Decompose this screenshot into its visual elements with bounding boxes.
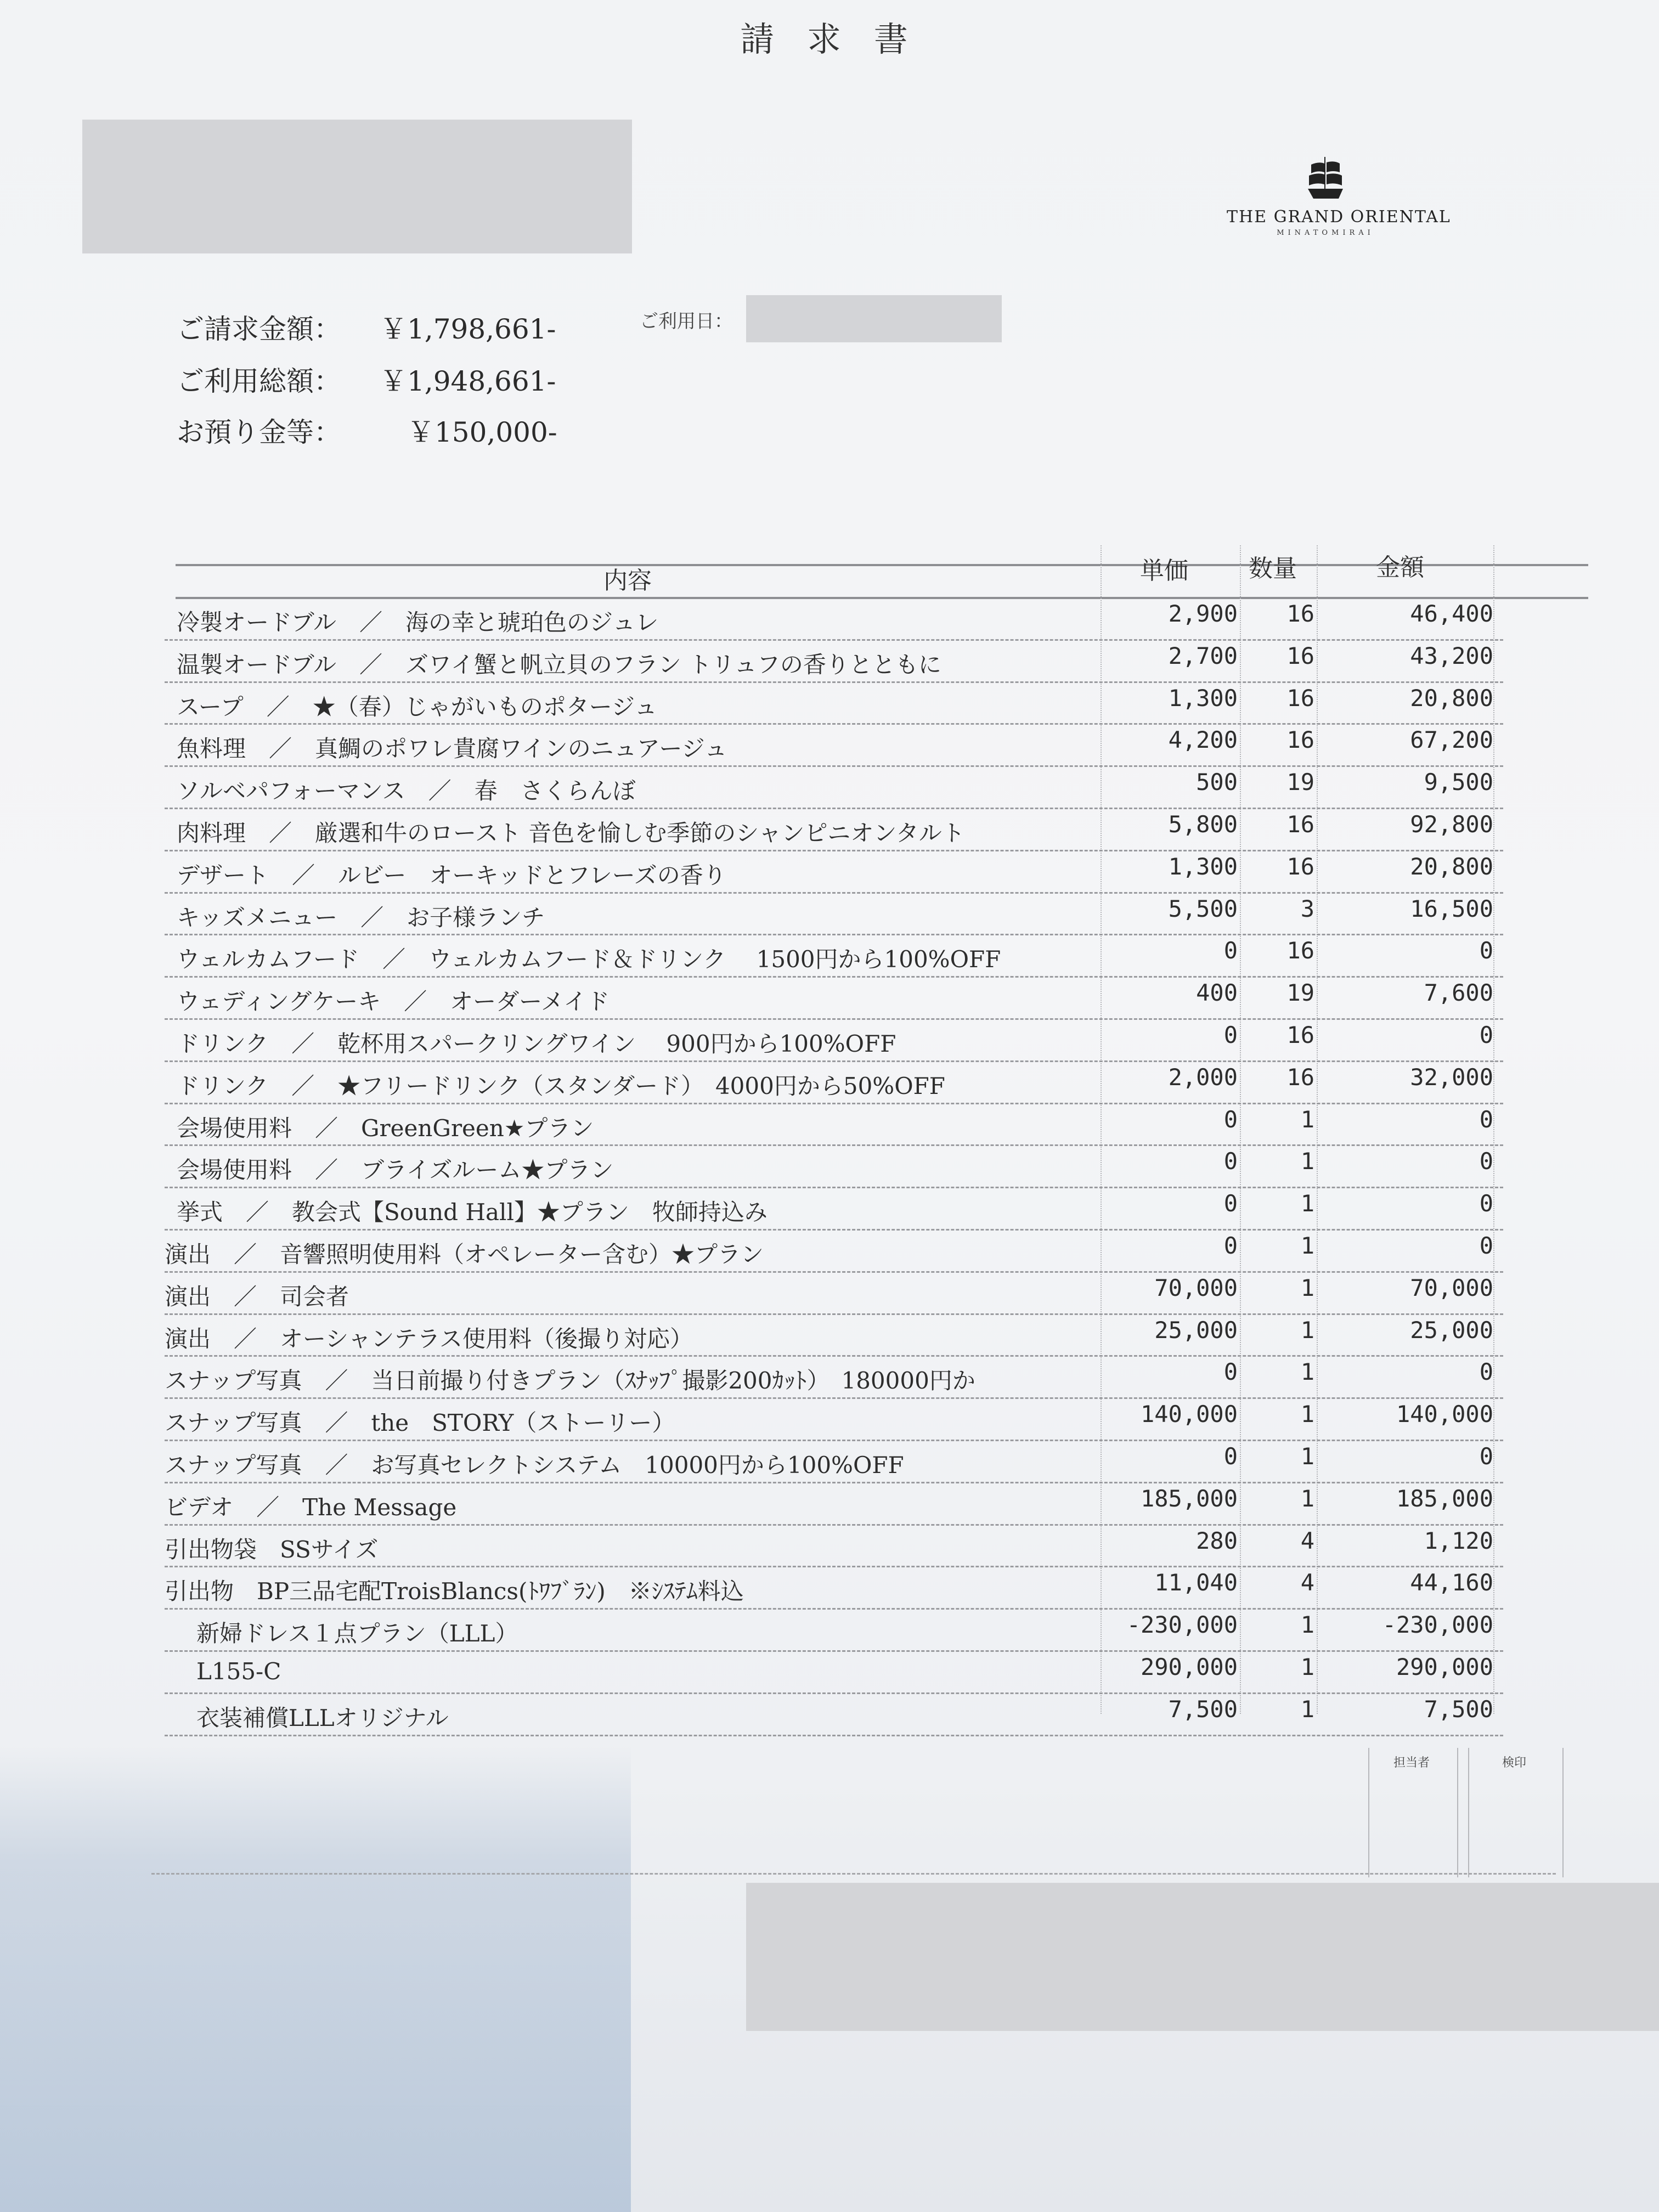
row-quantity: 1 bbox=[1300, 1190, 1314, 1217]
row-amount: 0 bbox=[1479, 1022, 1493, 1048]
row-quantity: 1 bbox=[1300, 1316, 1314, 1344]
row-description: スナップ写真 ／ the STORY（ストーリー） bbox=[165, 1409, 675, 1437]
row-amount: 0 bbox=[1479, 937, 1493, 964]
row-amount: 7,500 bbox=[1424, 1695, 1493, 1723]
row-separator bbox=[165, 1271, 1503, 1273]
row-quantity: 16 bbox=[1286, 1022, 1314, 1048]
row-description: キッズメニュー ／ お子様ランチ bbox=[177, 904, 545, 931]
row-quantity: 1 bbox=[1300, 1232, 1314, 1259]
row-quantity: 16 bbox=[1286, 600, 1314, 627]
row-separator bbox=[165, 723, 1503, 725]
document-title: 請 求 書 bbox=[740, 19, 919, 59]
row-amount: 0 bbox=[1479, 1358, 1493, 1386]
row-separator bbox=[165, 1018, 1503, 1020]
row-unit-price: -230,000 bbox=[1126, 1611, 1238, 1639]
row-description: 演出 ／ 音響照明使用料（オペレーター含む）★プラン bbox=[165, 1241, 764, 1268]
row-description: スナップ写真 ／ お写真セレクトシステム 10000円から100%OFF bbox=[165, 1452, 904, 1479]
row-unit-price: 25,000 bbox=[1154, 1316, 1238, 1344]
row-amount: 67,200 bbox=[1410, 726, 1493, 754]
row-unit-price: 0 bbox=[1223, 1105, 1238, 1133]
row-separator bbox=[165, 934, 1503, 935]
bottom-rule bbox=[151, 1873, 1556, 1875]
row-separator bbox=[165, 1103, 1503, 1104]
row-unit-price: 185,000 bbox=[1140, 1485, 1238, 1512]
row-separator bbox=[165, 1566, 1503, 1567]
row-amount: 7,600 bbox=[1424, 979, 1493, 1007]
row-description: 演出 ／ 司会者 bbox=[165, 1283, 349, 1310]
row-description: ソルベパフォーマンス ／ 春 さくらんぼ bbox=[177, 777, 636, 805]
row-description: ビデオ ／ The Message bbox=[165, 1493, 457, 1521]
use-date-label: ご利用日： bbox=[640, 311, 733, 332]
row-description: 魚料理 ／ 真鯛のポワレ貴腐ワインのニュアージュ bbox=[177, 735, 727, 763]
row-separator bbox=[165, 1229, 1503, 1231]
check-stamp-label: 検印 bbox=[1502, 1756, 1527, 1770]
row-separator bbox=[165, 1313, 1503, 1315]
row-amount: 92,800 bbox=[1410, 811, 1493, 838]
row-separator bbox=[165, 1608, 1503, 1610]
row-unit-price: 0 bbox=[1223, 1358, 1238, 1386]
row-quantity: 1 bbox=[1300, 1611, 1314, 1639]
row-unit-price: 500 bbox=[1196, 769, 1238, 796]
row-quantity: 16 bbox=[1286, 853, 1314, 880]
row-amount: 46,400 bbox=[1410, 600, 1493, 627]
column-divider bbox=[1493, 545, 1494, 1714]
row-quantity: 4 bbox=[1300, 1527, 1314, 1554]
row-unit-price: 0 bbox=[1223, 1232, 1238, 1259]
row-unit-price: 140,000 bbox=[1140, 1401, 1238, 1428]
row-description: 引出物袋 SSサイズ bbox=[165, 1536, 379, 1563]
row-unit-price: 0 bbox=[1223, 1443, 1238, 1470]
row-unit-price: 11,040 bbox=[1154, 1569, 1238, 1596]
row-amount: 20,800 bbox=[1410, 684, 1493, 712]
header-unit-price: 単価 bbox=[1140, 557, 1188, 585]
row-separator bbox=[165, 976, 1503, 978]
row-unit-price: 1,300 bbox=[1168, 684, 1238, 712]
row-amount: 185,000 bbox=[1396, 1485, 1493, 1512]
row-amount: 0 bbox=[1479, 1148, 1493, 1175]
column-divider bbox=[1240, 545, 1241, 1714]
row-quantity: 1 bbox=[1300, 1443, 1314, 1470]
row-amount: 0 bbox=[1479, 1232, 1493, 1259]
row-amount: 1,120 bbox=[1424, 1527, 1493, 1554]
deposit-label: お預り金等： bbox=[177, 416, 341, 448]
row-description: 引出物 BP三品宅配TroisBlancs(ﾄﾜﾌﾞﾗﾝ) ※ｼｽﾃﾑ料込 bbox=[165, 1578, 744, 1605]
row-unit-price: 5,800 bbox=[1168, 811, 1238, 838]
row-amount: 0 bbox=[1479, 1105, 1493, 1133]
row-separator bbox=[165, 1187, 1503, 1188]
column-divider bbox=[1317, 545, 1318, 1714]
header-content: 内容 bbox=[603, 567, 652, 595]
row-quantity: 1 bbox=[1300, 1654, 1314, 1680]
row-amount: -230,000 bbox=[1382, 1611, 1493, 1639]
row-unit-price: 400 bbox=[1196, 979, 1238, 1007]
row-description: デザート ／ ルビー オーキッドとフレーズの香り bbox=[177, 861, 726, 889]
row-amount: 44,160 bbox=[1410, 1569, 1493, 1596]
row-amount: 9,500 bbox=[1424, 769, 1493, 796]
row-quantity: 16 bbox=[1286, 684, 1314, 712]
row-unit-price: 0 bbox=[1223, 1190, 1238, 1217]
row-amount: 25,000 bbox=[1410, 1316, 1493, 1344]
row-description: ウェルカムフード ／ ウェルカムフード＆ドリンク 1500円から100%OFF bbox=[177, 946, 1001, 973]
billing-amount: ￥1,798,661- bbox=[380, 313, 556, 345]
row-unit-price: 290,000 bbox=[1140, 1654, 1238, 1680]
row-quantity: 3 bbox=[1300, 895, 1314, 922]
header-quantity: 数量 bbox=[1249, 555, 1297, 583]
row-quantity: 1 bbox=[1300, 1274, 1314, 1301]
row-quantity: 1 bbox=[1300, 1485, 1314, 1512]
total-amount: ￥1,948,661- bbox=[380, 365, 556, 397]
row-separator bbox=[165, 639, 1503, 641]
row-amount: 0 bbox=[1479, 1443, 1493, 1470]
row-unit-price: 0 bbox=[1223, 1022, 1238, 1048]
row-separator bbox=[165, 765, 1503, 767]
row-unit-price: 280 bbox=[1196, 1527, 1238, 1554]
row-quantity: 1 bbox=[1300, 1401, 1314, 1428]
row-quantity: 19 bbox=[1286, 979, 1314, 1007]
row-separator bbox=[165, 892, 1503, 894]
row-quantity: 16 bbox=[1286, 811, 1314, 838]
row-separator bbox=[165, 1060, 1503, 1062]
table-header-rule bbox=[176, 597, 1588, 599]
row-separator bbox=[165, 1144, 1503, 1146]
row-amount: 16,500 bbox=[1410, 895, 1493, 922]
row-quantity: 1 bbox=[1300, 1358, 1314, 1386]
row-description: 会場使用料 ／ ブライズルーム★プラン bbox=[177, 1156, 614, 1184]
row-amount: 70,000 bbox=[1410, 1274, 1493, 1301]
row-description: ドリンク ／ 乾杯用スパークリングワイン 900円から100%OFF bbox=[177, 1030, 896, 1057]
row-description: 衣装補償LLLオリジナル bbox=[196, 1704, 449, 1731]
row-amount: 0 bbox=[1479, 1190, 1493, 1217]
row-amount: 140,000 bbox=[1396, 1401, 1493, 1428]
hotel-location: MINATOMIRAI bbox=[1277, 229, 1374, 237]
row-separator bbox=[165, 1397, 1503, 1399]
row-quantity: 16 bbox=[1286, 937, 1314, 964]
row-description: 挙式 ／ 教会式【Sound Hall】★プラン 牧師持込み bbox=[177, 1199, 768, 1226]
row-separator bbox=[165, 1355, 1503, 1357]
row-separator bbox=[165, 1692, 1503, 1694]
row-description: ドリンク ／ ★フリードリンク（スタンダード） 4000円から50%OFF bbox=[177, 1072, 945, 1099]
row-quantity: 19 bbox=[1286, 769, 1314, 796]
row-separator bbox=[165, 1650, 1503, 1652]
row-separator bbox=[165, 1524, 1503, 1526]
row-quantity: 4 bbox=[1300, 1569, 1314, 1596]
deposit-amount: ￥150,000- bbox=[407, 416, 557, 448]
row-description: 冷製オードブル ／ 海の幸と琥珀色のジュレ bbox=[177, 609, 659, 636]
billing-label: ご請求金額： bbox=[177, 313, 341, 345]
row-separator bbox=[165, 1440, 1503, 1441]
row-description: ウェディングケーキ ／ オーダーメイド bbox=[177, 988, 610, 1015]
column-divider bbox=[1101, 545, 1102, 1714]
total-label: ご利用総額： bbox=[177, 365, 341, 397]
hotel-name: THE GRAND ORIENTAL bbox=[1227, 207, 1451, 227]
row-description: 新婦ドレス１点プラン（LLL） bbox=[196, 1620, 518, 1647]
row-unit-price: 1,300 bbox=[1168, 853, 1238, 880]
row-separator bbox=[165, 1735, 1503, 1736]
row-description: スナップ写真 ／ 当日前撮り付きプラン（ｽﾅｯﾌﾟ撮影200ｶｯﾄ） 180000円か bbox=[165, 1367, 975, 1395]
staff-stamp-label: 担当者 bbox=[1393, 1756, 1430, 1770]
row-quantity: 16 bbox=[1286, 726, 1314, 754]
row-description: 演出 ／ オーシャンテラス使用料（後撮り対応） bbox=[165, 1325, 693, 1352]
row-description: 会場使用料 ／ GreenGreen★プラン bbox=[177, 1114, 594, 1142]
header-amount: 金額 bbox=[1376, 554, 1424, 582]
row-description: 温製オードブル ／ ズワイ蟹と帆立貝のフラン トリュフの香りとともに bbox=[177, 651, 941, 678]
row-quantity: 16 bbox=[1286, 642, 1314, 669]
row-unit-price: 70,000 bbox=[1154, 1274, 1238, 1301]
row-description: L155-C bbox=[196, 1658, 281, 1685]
row-separator bbox=[165, 1482, 1503, 1483]
row-amount: 32,000 bbox=[1410, 1063, 1493, 1091]
row-unit-price: 0 bbox=[1223, 1148, 1238, 1175]
row-unit-price: 0 bbox=[1223, 937, 1238, 964]
row-quantity: 1 bbox=[1300, 1105, 1314, 1133]
row-unit-price: 2,900 bbox=[1168, 600, 1238, 627]
row-separator bbox=[165, 850, 1503, 851]
row-unit-price: 4,200 bbox=[1168, 726, 1238, 754]
row-unit-price: 5,500 bbox=[1168, 895, 1238, 922]
row-unit-price: 2,700 bbox=[1168, 642, 1238, 669]
row-unit-price: 7,500 bbox=[1168, 1695, 1238, 1723]
row-description: スープ ／ ★（春）じゃがいものポタージュ bbox=[177, 693, 658, 720]
row-quantity: 16 bbox=[1286, 1063, 1314, 1091]
row-unit-price: 2,000 bbox=[1168, 1063, 1238, 1091]
row-quantity: 1 bbox=[1300, 1148, 1314, 1175]
row-description: 肉料理 ／ 厳選和牛のロースト 音色を愉しむ季節のシャンピニオンタルト bbox=[177, 820, 965, 847]
row-separator bbox=[165, 808, 1503, 809]
row-separator bbox=[165, 681, 1503, 683]
row-amount: 290,000 bbox=[1396, 1654, 1493, 1680]
row-quantity: 1 bbox=[1300, 1695, 1314, 1723]
row-amount: 43,200 bbox=[1410, 642, 1493, 669]
row-amount: 20,800 bbox=[1410, 853, 1493, 880]
